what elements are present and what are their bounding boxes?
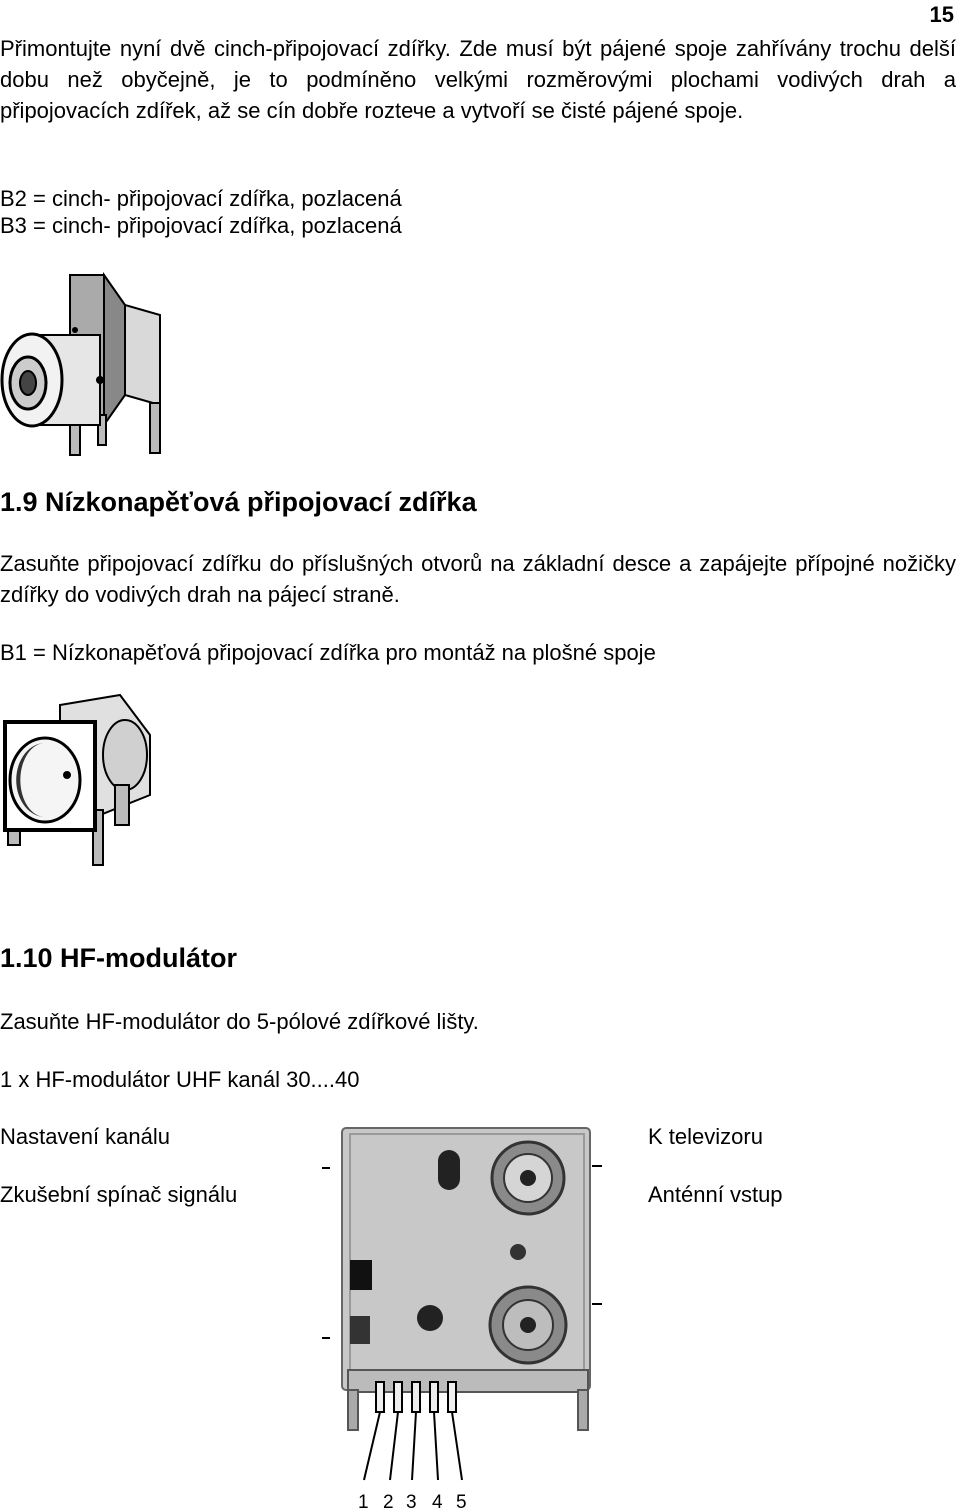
part-b3: B3 = cinch- připojovací zdířka, pozlacená	[0, 213, 402, 238]
label-channel-setting: Nastavení kanálu	[0, 1124, 170, 1149]
part-hf-modulator: 1 x HF-modulátor UHF kanál 30....40	[0, 1067, 360, 1092]
section-heading-1-10: 1.10 HF-modulátor	[0, 943, 238, 973]
page-number: 15	[929, 2, 954, 27]
hf-modulator-illustration	[320, 1120, 610, 1511]
label-antenna-input: Anténní vstup	[648, 1182, 783, 1207]
cinch-jack-illustration	[0, 275, 180, 460]
pin-number-5: 5	[456, 1492, 467, 1511]
pin-number-3: 3	[406, 1492, 417, 1511]
section-heading-1-9: 1.9 Nízkonapěťová připojovací zdířka	[0, 487, 477, 517]
pin-number-4: 4	[432, 1492, 443, 1511]
section-1-10-paragraph: Zasuňte HF-modulátor do 5-pólové zdířkové lišty.	[0, 1009, 479, 1034]
label-to-tv: K televizoru	[648, 1124, 763, 1149]
label-test-switch: Zkušební spínač signálu	[0, 1182, 238, 1207]
low-voltage-socket-illustration	[0, 695, 160, 870]
part-b1: B1 = Nízkonapěťová připojovací zdířka pro montáž na plošné spoje	[0, 640, 656, 665]
pin-number-2: 2	[383, 1492, 394, 1511]
pin-number-1: 1	[358, 1492, 369, 1511]
section-1-9-paragraph: Zasuňte připojovací zdířku do příslušných otvorů na základní desce a zapájejte přípojné nožičky zdířky do vodivých drah na pájecí straně.	[0, 551, 956, 607]
modulator-pins	[364, 1382, 462, 1480]
part-b2: B2 = cinch- připojovací zdířka, pozlacená	[0, 186, 402, 211]
intro-paragraph: Přimontujte nyní dvě cinch-připojovací zdířky. Zde musí být pájené spoje zahřívány trochu delší dobu než obyčejně, je to podmíněno velkými rozměrovými plochami vodivých drah a připojovacích zdířek, až se cín dobře roztече a vytvoří se čisté pájené spoje.	[0, 36, 956, 123]
